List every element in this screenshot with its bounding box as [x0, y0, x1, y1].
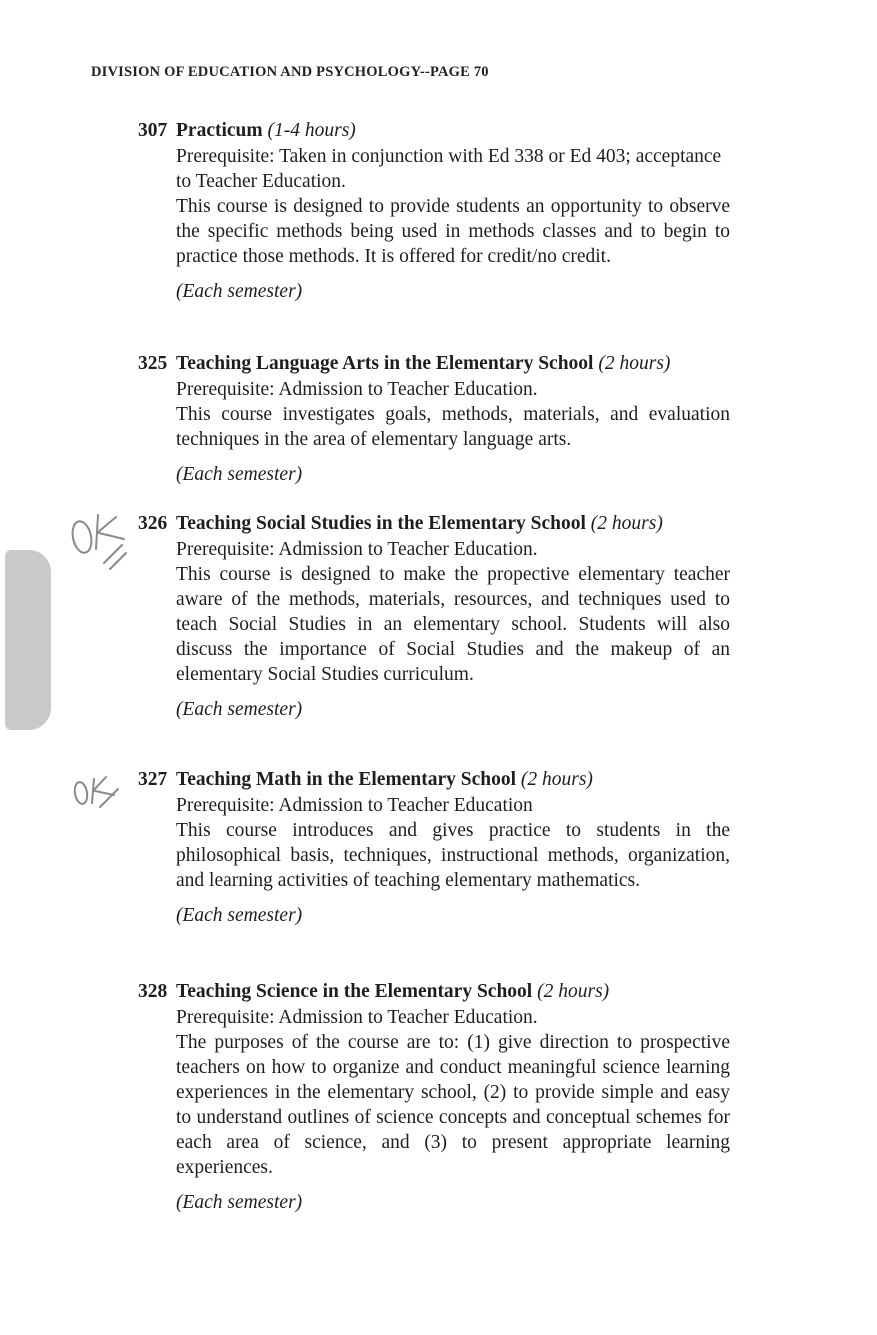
course-prerequisite: Prerequisite: Admission to Teacher Education	[176, 795, 533, 816]
course-term: (Each semester)	[176, 905, 303, 926]
course-title-line	[138, 351, 730, 377]
course-hours: (1-4 hours)	[267, 120, 356, 141]
course-prerequisite: Prerequisite: Admission to Teacher Education.	[176, 379, 538, 400]
course-description: This course introduces and gives practice to students in the philosophical basis, techniques, instructional methods, organization, and learning activities of teaching elementary mathematics.	[176, 820, 730, 891]
handwritten-ok-mark-icon	[66, 505, 128, 575]
course-description: The purposes of the course are to: (1) give direction to prospective teachers on how to organize and conduct meaningful science learning experiences in the elementary school, (2) to provide simple and easy to understand outlines of science concepts and conceptual schemes for each area of science, and (3) to present appropriate learning experiences.	[176, 1032, 730, 1178]
handwritten-ok-mark-icon	[70, 771, 122, 811]
course-title-line	[138, 118, 730, 144]
scan-margin-shadow	[5, 550, 51, 730]
course-prerequisite: Prerequisite: Taken in conjunction with Ed 338 or Ed 403; acceptance to Teacher Education.	[176, 146, 722, 192]
course-number: 325	[138, 353, 168, 374]
course-description: This course is designed to make the propective elementary teacher aware of the methods, materials, resources, and techniques used to teach Social Studies in an elementary school. Students will also discuss the importance of Social Studies and the makeup of an elementary Social Studies curriculum.	[176, 564, 730, 685]
course-307	[138, 118, 730, 304]
course-body	[176, 144, 730, 304]
course-title-line	[138, 767, 730, 793]
course-328	[138, 979, 730, 1215]
course-term: (Each semester)	[176, 699, 303, 720]
course-body	[176, 793, 730, 928]
course-327	[138, 767, 730, 928]
course-hours: (2 hours)	[590, 513, 663, 534]
course-number: 328	[138, 981, 168, 1002]
course-prerequisite: Prerequisite: Admission to Teacher Education.	[176, 539, 538, 560]
course-name: Teaching Language Arts in the Elementary School	[176, 353, 594, 374]
course-description: This course investigates goals, methods, materials, and evaluation techniques in the area of elementary language arts.	[176, 404, 730, 450]
course-body	[176, 377, 730, 487]
course-name: Teaching Social Studies in the Elementary School	[176, 513, 586, 534]
course-hours: (2 hours)	[598, 353, 671, 374]
course-term: (Each semester)	[176, 1192, 303, 1213]
course-hours: (2 hours)	[537, 981, 610, 1002]
course-name: Practicum	[176, 120, 263, 141]
course-title-line	[138, 511, 730, 537]
course-term: (Each semester)	[176, 464, 303, 485]
course-hours: (2 hours)	[520, 769, 593, 790]
course-body	[176, 1005, 730, 1215]
page-header: DIVISION OF EDUCATION AND PSYCHOLOGY--PAGE 70	[91, 64, 489, 80]
course-325	[138, 351, 730, 487]
course-name: Teaching Science in the Elementary School	[176, 981, 533, 1002]
course-name: Teaching Math in the Elementary School	[176, 769, 516, 790]
course-term: (Each semester)	[176, 281, 303, 302]
course-number: 326	[138, 513, 168, 534]
course-body	[176, 537, 730, 722]
course-326	[138, 511, 730, 722]
course-number: 327	[138, 769, 168, 790]
course-title-line	[138, 979, 730, 1005]
course-description: This course is designed to provide students an opportunity to observe the specific methods being used in methods classes and to begin to practice those methods. It is offered for credit/no credit.	[176, 196, 730, 267]
course-number: 307	[138, 120, 168, 141]
course-prerequisite: Prerequisite: Admission to Teacher Education.	[176, 1007, 538, 1028]
